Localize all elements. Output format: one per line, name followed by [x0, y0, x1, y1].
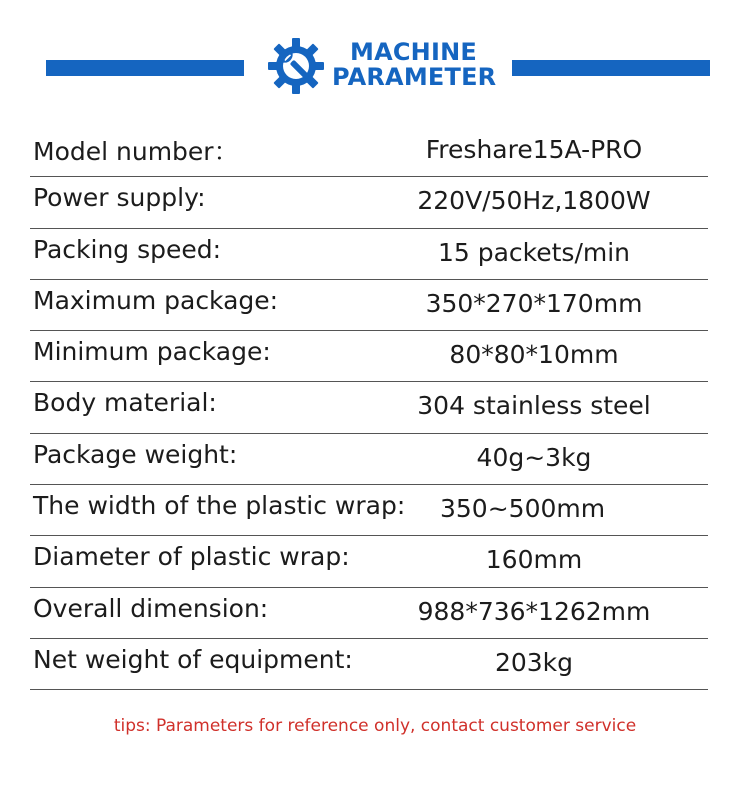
parameter-value: 40g~3kg: [476, 442, 592, 472]
parameter-row-body-material: [30, 382, 708, 433]
parameter-label: Minimum package:: [33, 337, 271, 367]
parameter-row-maximum-package: [30, 280, 708, 331]
parameter-value: 350*270*170mm: [425, 288, 643, 318]
gear-wrench-icon: [266, 36, 326, 96]
parameter-label: The width of the plastic wrap:: [33, 491, 406, 521]
section-header: [0, 0, 750, 120]
parameter-row-package-weight: [30, 434, 708, 485]
header-left-bar: [46, 60, 244, 76]
parameter-row-wrap-diameter: [30, 536, 708, 587]
parameter-value: 350~500mm: [440, 494, 606, 524]
parameter-label: Diameter of plastic wrap:: [33, 542, 350, 572]
parameter-value: 15 packets/min: [437, 237, 631, 267]
parameter-value: 160mm: [485, 545, 583, 575]
parameter-value: 988*736*1262mm: [417, 596, 651, 626]
tips-note: tips: Parameters for reference only, contact customer service: [113, 716, 637, 736]
parameter-row-packing-speed: [30, 229, 708, 280]
title-line-1: MACHINE: [350, 38, 477, 66]
parameter-label: Model number：: [33, 137, 239, 166]
header-right-bar: [512, 60, 710, 76]
parameter-label: Packing speed:: [33, 234, 222, 264]
parameter-table: [30, 126, 708, 690]
parameter-value: Freshare15A-PRO: [425, 135, 643, 164]
parameter-row-overall-dimension: [30, 588, 708, 639]
parameter-label: Net weight of equipment:: [33, 644, 353, 674]
parameter-row-wrap-width: [30, 485, 708, 536]
parameter-label: Maximum package:: [33, 285, 279, 315]
parameter-row-net-weight: [30, 639, 708, 690]
parameter-label: Package weight:: [33, 439, 238, 469]
parameter-label: Body material:: [33, 388, 217, 418]
parameter-label: Overall dimension:: [33, 593, 269, 623]
parameter-value: 80*80*10mm: [449, 340, 619, 370]
parameter-value: 203kg: [494, 647, 574, 677]
parameter-row-power-supply: [30, 177, 708, 228]
parameter-value: 304 stainless steel: [417, 391, 651, 421]
parameter-value: 220V/50Hz,1800W: [417, 186, 651, 216]
parameter-row-minimum-package: [30, 331, 708, 382]
parameter-row-model-number: [30, 126, 708, 177]
title-line-2: PARAMETER: [332, 63, 497, 91]
parameter-label: Power supply:: [33, 183, 206, 213]
section-title: [332, 40, 522, 90]
